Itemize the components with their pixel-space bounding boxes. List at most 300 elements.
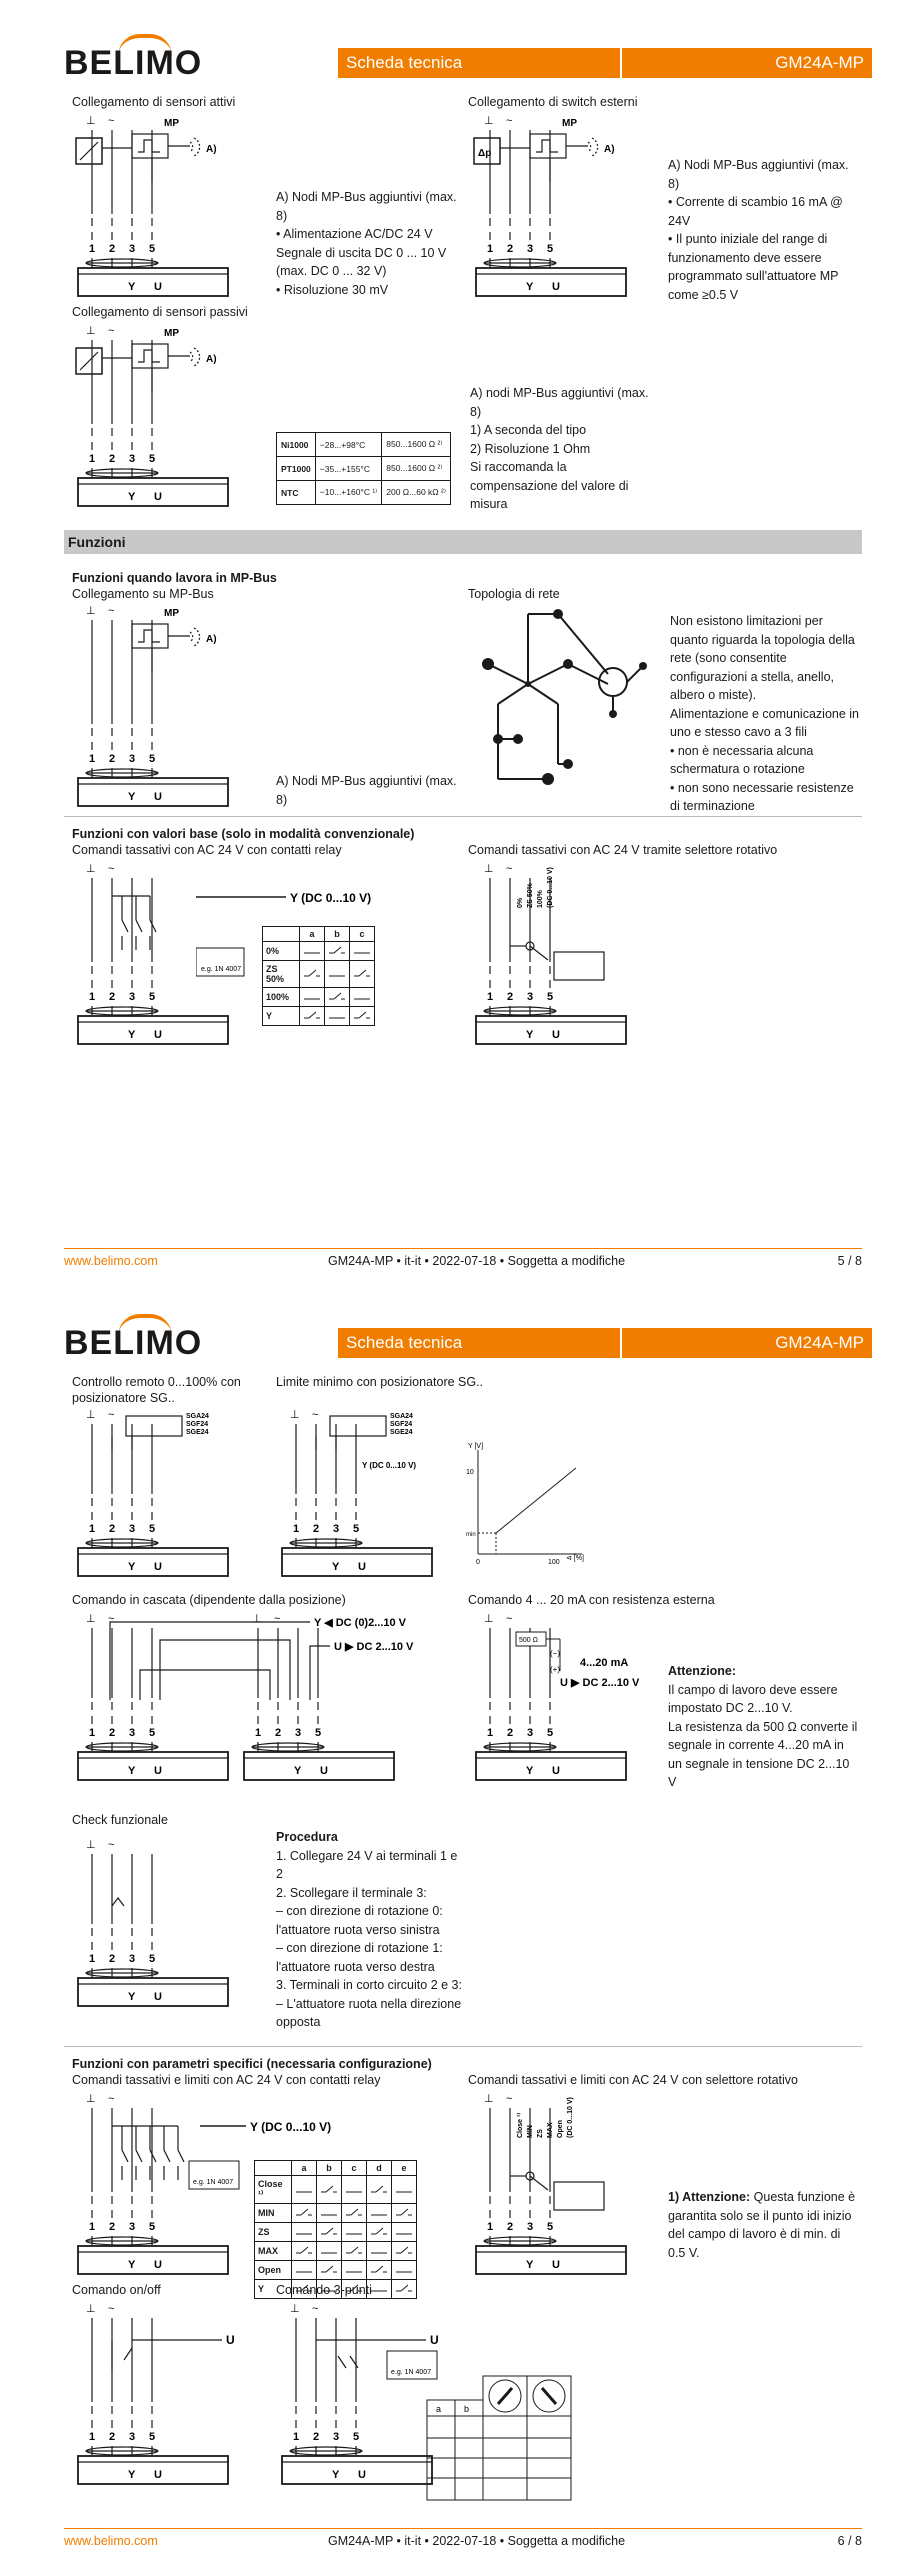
a-footnote-label: A) <box>206 144 217 155</box>
diode-label: e.g. 1N 4007 <box>391 2369 432 2376</box>
terminal-y: Y <box>332 1561 340 1573</box>
ac-symbol: ~ <box>108 1613 115 1625</box>
topology-note: Non esistono limitazioni per quanto riguarda la topologia della rete (sono consentite configurazioni a stella, anello, albero o miste). Alimentazione e comunicazione in uno e stesso cavo a 3 fili • non è necessaria alcuna schermatura o rotazione • non sono necessarie resistenze di terminazione <box>670 614 859 813</box>
remote-diagram <box>72 1406 232 1578</box>
row-header: MIN <box>255 2204 292 2223</box>
footer-doc: GM24A-MP • it-it • 2022-07-18 • Soggetta a modifiche <box>328 2534 626 2548</box>
terminal-2: 2 <box>313 2431 320 2443</box>
ground-symbol: ⊥ <box>484 115 494 127</box>
plus-label: (+) <box>550 1665 560 1674</box>
switch-symbol-icon <box>328 945 346 955</box>
ground-symbol: ⊥ <box>290 2303 300 2315</box>
sensor-cell: 850...1600 Ω ²⁾ <box>382 433 451 457</box>
belimo-logo: BELIMO <box>64 44 203 82</box>
active-sensors-title: Collegamento di sensori attivi <box>72 95 236 109</box>
mp-connection-title: Collegamento su MP-Bus <box>72 587 214 601</box>
terminal-3: 3 <box>527 991 534 1003</box>
switch-symbol-icon <box>370 2226 388 2236</box>
switch-symbol-icon <box>370 2207 388 2217</box>
ac-symbol: ~ <box>108 325 115 337</box>
terminal-y: Y <box>526 1029 534 1041</box>
terminal-1: 1 <box>89 453 96 465</box>
sg-label-0: SGA24 <box>186 1413 209 1420</box>
terminal-u: U <box>154 281 162 293</box>
graph-xmin: 0 <box>476 1559 480 1566</box>
ac-symbol: ~ <box>108 2303 115 2315</box>
switch-symbol-icon <box>295 2184 313 2194</box>
switch-state-cell <box>317 2261 342 2280</box>
switch-state-cell <box>342 2261 367 2280</box>
terminal-2: 2 <box>109 1523 116 1535</box>
switch-symbol-icon <box>295 2245 313 2255</box>
switch-state-cell <box>317 2223 342 2242</box>
attention-text: Il campo di lavoro deve essere impostato DC 2...10 V. La resistenza da 500 Ω converte il segnale in corrente 4...20 mA in un segnale in tensione DC 2...10 V <box>668 1682 858 1789</box>
terminal-u: U <box>154 2469 162 2481</box>
terminal-y: Y <box>526 2259 534 2271</box>
rotary-label-0: Close ¹⁾ <box>517 2112 524 2138</box>
model-name: GM24A-MP <box>775 1333 864 1352</box>
switch-symbol-icon <box>395 2264 413 2274</box>
section-funzioni-label: Funzioni <box>68 534 126 550</box>
footer-rule <box>64 2528 862 2529</box>
header-divider <box>620 1328 622 1358</box>
attention-title: Attenzione: <box>668 1664 737 1678</box>
ground-symbol: ⊥ <box>86 1409 96 1421</box>
basic-relay-title: Comandi tassativi con AC 24 V con contatti relay <box>72 843 342 857</box>
terminal-1: 1 <box>293 1523 300 1535</box>
terminal-3: 3 <box>333 2431 340 2443</box>
ac-symbol: ~ <box>108 1409 115 1421</box>
a-footnote-label: A) <box>206 634 217 645</box>
sensor-cell: PT1000 <box>277 457 316 481</box>
threepoint-u: U <box>430 2333 439 2347</box>
row-header: Y <box>263 1007 300 1026</box>
terminal-4: 5 <box>353 2431 360 2443</box>
rotary-label-1: MIN <box>527 2125 534 2138</box>
basic-functions-title: Funzioni con valori base (solo in modalità convenzionale) <box>72 827 415 841</box>
switch-state-cell <box>292 2242 317 2261</box>
cascade-y-label: Y ◀ DC (0)2...10 V <box>314 1617 407 1629</box>
terminal-3: 3 <box>129 1523 136 1535</box>
switch-state-cell <box>292 2223 317 2242</box>
terminal-y: Y <box>128 491 136 503</box>
procedure-text: 1. Collegare 24 V ai terminali 1 e 2 2. Scollegare il terminale 3: – con direzione di rotazione 0: l'attuatore ruota verso sinistra – con direzione di rotazione 1: l'attuatore ruota verso destra 3. Terminali in corto circuito 2 e 3: – L'attuatore ruota nella direzione opposta <box>276 1848 462 2029</box>
switch-state-cell <box>367 2223 392 2242</box>
switch-symbol-icon <box>395 2245 413 2255</box>
switch-symbol-icon <box>295 2207 313 2217</box>
switch-state-cell <box>325 1007 350 1026</box>
terminal-u: U <box>154 791 162 803</box>
ground-symbol: ⊥ <box>252 1613 262 1625</box>
ground-symbol: ⊥ <box>86 1613 96 1625</box>
footer-rule <box>64 1248 862 1249</box>
table-row <box>263 942 375 961</box>
sensor-cell: −10...+160°C ¹⁾ <box>315 481 381 505</box>
switch-state-cell <box>350 961 375 988</box>
rotary-label-3: (DC 0...10 V) <box>547 867 554 908</box>
switch-symbol-icon <box>295 2264 313 2274</box>
basic-rotary-title: Comandi tassativi con AC 24 V tramite selettore rotativo <box>468 843 778 857</box>
terminal-2: 2 <box>507 1727 514 1739</box>
terminal-4: 5 <box>353 1523 360 1535</box>
column-header: a <box>292 2161 317 2176</box>
switch-state-cell <box>300 961 325 988</box>
switch-symbol-icon <box>370 2184 388 2194</box>
switch-state-cell <box>392 2261 417 2280</box>
current-signal-label: 4...20 mA <box>580 1657 629 1669</box>
terminal-2: 2 <box>507 2221 514 2233</box>
terminal-1: 1 <box>89 753 96 765</box>
mp-bus-diagram <box>72 602 272 808</box>
switch-symbol-icon <box>395 2226 413 2236</box>
network-topology-diagram <box>468 604 648 794</box>
rotary-label-0: 0% <box>517 897 524 908</box>
terminal-1: 1 <box>89 991 96 1003</box>
belimo-logo: BELIMO <box>64 1324 203 1362</box>
terminal-3: 3 <box>129 2221 136 2233</box>
cascade-links <box>100 1610 440 1710</box>
procedure-box <box>276 1828 466 2032</box>
doc-type: Scheda tecnica <box>346 53 463 72</box>
terminal-3: 3 <box>129 243 136 255</box>
row-header: 100% <box>263 988 300 1007</box>
table-row <box>255 2176 417 2204</box>
terminal-y: Y <box>128 281 136 293</box>
rotary-label-1: ZS 50% <box>527 883 534 908</box>
divider <box>64 816 862 817</box>
current-title: Comando 4 ... 20 mA con resistenza esterna <box>468 1593 715 1607</box>
attention-box <box>668 1662 860 1792</box>
terminal-3: 3 <box>129 453 136 465</box>
switch-symbol-icon <box>320 2245 338 2255</box>
onoff-u: U <box>226 2333 235 2347</box>
specific-diode-box <box>188 2160 242 2192</box>
row-header: ZS <box>255 2223 292 2242</box>
switch-state-cell <box>317 2204 342 2223</box>
terminal-1: 1 <box>89 1953 96 1965</box>
switch-state-cell <box>325 942 350 961</box>
switch-state-cell <box>350 942 375 961</box>
cascade-u-label: U ▶ DC 2...10 V <box>334 1641 414 1653</box>
page-6 <box>0 1280 906 2560</box>
row-header: ZS 50% <box>263 961 300 988</box>
switch-symbol-icon <box>345 2207 363 2217</box>
terminal-y: Y <box>128 2259 136 2271</box>
terminal-4: 5 <box>149 991 156 1003</box>
tp-col-a: a <box>436 2404 442 2414</box>
graph-xmax: 100 <box>548 1559 560 1566</box>
terminal-3: 3 <box>129 2431 136 2443</box>
a-footnote-label: A) <box>206 354 217 365</box>
terminal-u: U <box>552 2259 560 2271</box>
terminal-2: 2 <box>507 243 514 255</box>
diode-label: e.g. 1N 4007 <box>201 966 242 973</box>
basic-relay-table <box>262 926 375 1026</box>
terminal-4: 5 <box>149 2431 156 2443</box>
switch-symbol-icon <box>395 2207 413 2217</box>
switch-symbol-icon <box>328 968 346 978</box>
terminal-2: 2 <box>109 753 116 765</box>
terminal-y: Y <box>128 1765 136 1777</box>
onoff-diagram <box>72 2300 272 2486</box>
terminal-3: 3 <box>333 1523 340 1535</box>
switch-symbol-icon <box>353 991 371 1001</box>
terminal-3: 3 <box>129 1953 136 1965</box>
mp-functions-title: Funzioni quando lavora in MP-Bus <box>72 571 277 585</box>
switch-diagram <box>470 112 670 298</box>
sg-label-1: SGF24 <box>186 1421 209 1428</box>
specific-note-bold: 1) Attenzione: <box>668 2190 751 2204</box>
terminal-4: 5 <box>547 1727 554 1739</box>
column-header: a <box>300 927 325 942</box>
ac-symbol: ~ <box>108 115 115 127</box>
sensor-cell: NTC <box>277 481 316 505</box>
passive-sensors-note: A) nodi MP-Bus aggiuntivi (max. 8) 1) A seconda del tipo 2) Risoluzione 1 Ohm Si raccomanda la compensazione del valore di misura <box>470 386 649 511</box>
basic-rotary-diagram <box>470 860 650 1046</box>
terminal-2: 2 <box>109 991 116 1003</box>
y-signal-label: Y (DC 0...10 V) <box>362 1461 417 1470</box>
ac-symbol: ~ <box>506 863 513 875</box>
ground-symbol: ⊥ <box>86 605 96 617</box>
switch-state-cell <box>342 2223 367 2242</box>
switch-symbol-icon <box>353 968 371 978</box>
terminal-2: 2 <box>109 453 116 465</box>
specific-note <box>668 2188 860 2262</box>
graph-ylabel: Y [V] <box>468 1443 484 1450</box>
header-divider <box>620 48 622 78</box>
divider <box>64 2046 862 2047</box>
switch-state-cell <box>350 988 375 1007</box>
switch-symbol-icon <box>345 2226 363 2236</box>
terminal-u: U <box>154 1765 162 1777</box>
dp-label: Δp <box>478 148 492 159</box>
switch-symbol-icon <box>320 2264 338 2274</box>
minlimit-title: Limite minimo con posizionatore SG.. <box>276 1375 484 1389</box>
procedure-title: Procedura <box>276 1830 338 1844</box>
ground-symbol: ⊥ <box>86 325 96 337</box>
rotary-label-5: (DC 0...10 V) <box>567 2097 574 2138</box>
minlimit-diagram <box>276 1406 456 1578</box>
graph-ymax: 10 <box>466 1469 474 1476</box>
sensor-cell: 200 Ω...60 kΩ ²⁾ <box>382 481 451 505</box>
table-row <box>255 2223 417 2242</box>
terminal-1: 1 <box>89 2221 96 2233</box>
current-u-label: U ▶ DC 2...10 V <box>560 1677 640 1689</box>
terminal-4: 5 <box>547 243 554 255</box>
mp-label: MP <box>164 608 179 619</box>
terminal-u: U <box>154 1991 162 2003</box>
specific-relay-title: Comandi tassativi e limiti con AC 24 V con contatti relay <box>72 2073 381 2087</box>
terminal-u: U <box>552 1765 560 1777</box>
sensor-cell: Ni1000 <box>277 433 316 457</box>
switch-state-cell <box>392 2223 417 2242</box>
specific-relay-table <box>254 2160 417 2299</box>
row-header: Y <box>255 2280 292 2299</box>
ac-symbol: ~ <box>108 863 115 875</box>
ground-symbol: ⊥ <box>484 2093 494 2105</box>
active-sensors-note: A) Nodi MP-Bus aggiuntivi (max. 8) • Alimentazione AC/DC 24 V Segnale di uscita DC 0 ... 10 V (max. DC 0 ... 32 V) • Risoluzione 30 mV <box>276 190 457 297</box>
terminal-y: Y <box>128 2469 136 2481</box>
mp-label: MP <box>562 118 577 129</box>
terminal-1: 1 <box>89 1727 96 1739</box>
terminal-1: 1 <box>255 1727 262 1739</box>
terminal-1: 1 <box>89 1523 96 1535</box>
specific-note-text: Questa funzione è garantita solo se il punto idi inizio del campo di lavoro è di min. di 0.5 V. <box>668 2190 856 2260</box>
terminal-u: U <box>358 1561 366 1573</box>
terminal-y: Y <box>294 1765 302 1777</box>
switch-state-cell <box>317 2176 342 2204</box>
terminal-4: 5 <box>149 453 156 465</box>
topology-title: Topologia di rete <box>468 587 560 601</box>
corner-cell <box>255 2161 292 2176</box>
terminal-y: Y <box>128 1029 136 1041</box>
switch-state-cell <box>342 2204 367 2223</box>
switch-symbol-icon <box>395 2283 413 2293</box>
footer-page: 6 / 8 <box>837 2534 862 2548</box>
column-header: c <box>350 927 375 942</box>
mp-label: MP <box>164 118 179 129</box>
ground-symbol: ⊥ <box>86 2303 96 2315</box>
footer-site[interactable]: www.belimo.com <box>64 2534 158 2548</box>
terminal-3: 3 <box>129 1727 136 1739</box>
passive-sensors-title: Collegamento di sensori passivi <box>72 305 248 319</box>
sg-label-2: SGE24 <box>186 1429 209 1436</box>
switch-state-cell <box>392 2280 417 2299</box>
ac-symbol: ~ <box>108 605 115 617</box>
terminal-3: 3 <box>295 1727 302 1739</box>
cascade-title: Comando in cascata (dipendente dalla posizione) <box>72 1593 346 1607</box>
terminal-u: U <box>154 1561 162 1573</box>
table-row <box>255 2242 417 2261</box>
rotary-label-2: ZS <box>537 2129 544 2138</box>
specific-y-label: Y (DC 0...10 V) <box>250 2120 332 2134</box>
terminal-3: 3 <box>527 2221 534 2233</box>
ac-symbol: ~ <box>506 1613 513 1625</box>
terminal-y: Y <box>526 281 534 293</box>
switch-state-cell <box>350 1007 375 1026</box>
switch-symbol-icon <box>328 991 346 1001</box>
row-header: MAX <box>255 2242 292 2261</box>
mp-label: MP <box>164 328 179 339</box>
switch-symbol-icon <box>320 2184 338 2194</box>
switch-state-cell <box>325 961 350 988</box>
terminal-1: 1 <box>487 991 494 1003</box>
switch-symbol-icon <box>370 2283 388 2293</box>
terminal-y: Y <box>332 2469 340 2481</box>
column-header: b <box>325 927 350 942</box>
switch-symbol-icon <box>303 991 321 1001</box>
sensor-row <box>277 457 451 481</box>
switch-symbol-icon <box>303 945 321 955</box>
ground-symbol: ⊥ <box>484 1613 494 1625</box>
row-header: Open <box>255 2261 292 2280</box>
terminal-y: Y <box>128 1561 136 1573</box>
resistor-label: 500 Ω <box>519 1637 538 1644</box>
terminal-1: 1 <box>89 2431 96 2443</box>
terminal-u: U <box>552 1029 560 1041</box>
table-row <box>263 1007 375 1026</box>
active-sensors-diagram <box>72 112 272 298</box>
terminal-2: 2 <box>507 991 514 1003</box>
ac-symbol: ~ <box>312 2303 319 2315</box>
switch-state-cell <box>342 2242 367 2261</box>
ac-symbol: ~ <box>274 1613 281 1625</box>
terminal-4: 5 <box>547 2221 554 2233</box>
column-header: c <box>342 2161 367 2176</box>
threepoint-title: Comando 3-punti <box>276 2283 372 2297</box>
switch-state-cell <box>300 988 325 1007</box>
corner-cell <box>263 927 300 942</box>
switch-symbol-icon <box>303 1010 321 1020</box>
row-header: 0% <box>263 942 300 961</box>
column-header: d <box>367 2161 392 2176</box>
ground-symbol: ⊥ <box>86 115 96 127</box>
switch-note: A) Nodi MP-Bus aggiuntivi (max. 8) • Corrente di scambio 16 mA @ 24V • Il punto iniziale del range di funzionamento deve essere programmato sull'attuatore MP come ≥0.5 V <box>668 158 849 302</box>
table-row <box>263 961 375 988</box>
onoff-title: Comando on/off <box>72 2283 161 2297</box>
column-header: b <box>317 2161 342 2176</box>
ac-symbol: ~ <box>506 115 513 127</box>
table-row <box>255 2261 417 2280</box>
terminal-2: 2 <box>109 2221 116 2233</box>
table-row <box>263 988 375 1007</box>
row-header: Close ¹⁾ <box>255 2176 292 2204</box>
switch-title: Collegamento di switch esterni <box>468 95 638 109</box>
terminal-1: 1 <box>293 2431 300 2443</box>
terminal-3: 3 <box>129 753 136 765</box>
ac-symbol: ~ <box>108 1839 115 1851</box>
terminal-y: Y <box>128 791 136 803</box>
current-source <box>510 1626 670 1716</box>
passive-sensors-diagram <box>72 322 272 508</box>
ground-symbol: ⊥ <box>484 863 494 875</box>
terminal-4: 5 <box>149 753 156 765</box>
terminal-u: U <box>552 281 560 293</box>
switch-symbol-icon <box>345 2245 363 2255</box>
remote-title: Controllo remoto 0...100% con posizionatore SG.. <box>72 1375 241 1405</box>
switch-symbol-icon <box>353 945 371 955</box>
terminal-3: 3 <box>527 1727 534 1739</box>
switch-symbol-icon <box>320 2226 338 2236</box>
switch-state-cell <box>392 2242 417 2261</box>
sg-label-1: SGF24 <box>390 1421 413 1428</box>
ac-symbol: ~ <box>506 2093 513 2105</box>
terminal-u: U <box>154 2259 162 2271</box>
switch-state-cell <box>367 2261 392 2280</box>
switch-state-cell <box>367 2176 392 2204</box>
terminal-1: 1 <box>89 243 96 255</box>
switch-symbol-icon <box>345 2184 363 2194</box>
tp-col-b: b <box>464 2404 470 2414</box>
graph-xlabel: ⊲ [%] <box>566 1555 584 1562</box>
terminal-4: 5 <box>149 1727 156 1739</box>
terminal-2: 2 <box>109 243 116 255</box>
sensor-cell: −28...+98°C <box>315 433 381 457</box>
switch-symbol-icon <box>303 968 321 978</box>
footer-site[interactable]: www.belimo.com <box>64 1254 158 1268</box>
model-name: GM24A-MP <box>775 53 864 72</box>
ground-symbol: ⊥ <box>290 1409 300 1421</box>
header-band <box>338 1328 872 1358</box>
a-footnote-label: A) <box>604 144 615 155</box>
switch-symbol-icon <box>395 2184 413 2194</box>
terminal-4: 5 <box>149 1953 156 1965</box>
section-funzioni <box>64 530 862 554</box>
rotary-label-2: 100% <box>537 890 544 908</box>
mp-bus-note: A) Nodi MP-Bus aggiuntivi (max. 8) <box>276 774 457 807</box>
check-diagram <box>72 1836 232 2008</box>
column-header: e <box>392 2161 417 2176</box>
